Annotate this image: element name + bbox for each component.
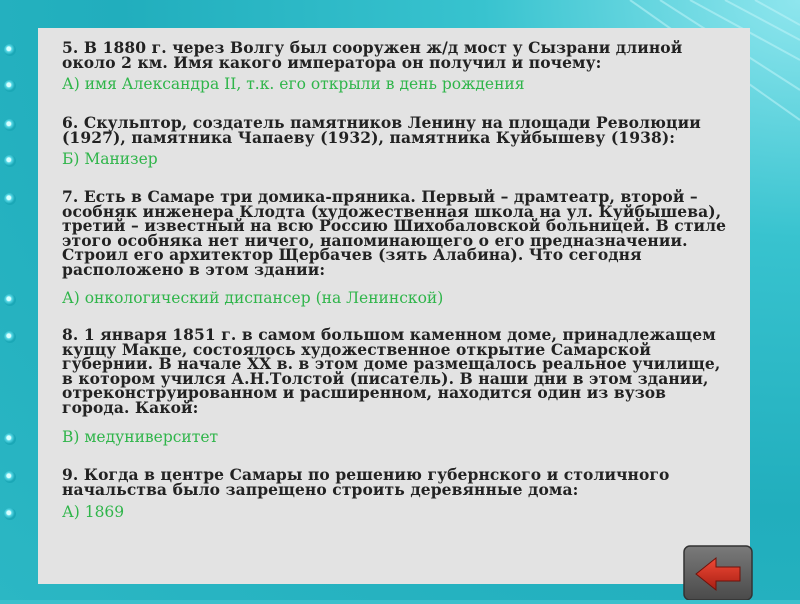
bullet-icon: [4, 294, 16, 306]
question-text: 8. 1 января 1851 г. в самом большом каменном доме, принадлежащем купцу Макпе, состоялось художественное открытие Самарской губернии. В начале XX в. в этом доме размещалось реальное училище, в котором учился А.Н.Толстой (писатель). В наши дни в этом здании, отреконструированном и расширенном, находится один из вузов города. Какой:: [62, 325, 721, 417]
back-arrow-icon: [682, 544, 754, 600]
bullet-icon: [4, 193, 16, 205]
question-text: 9. Когда в центре Самары по решению губернского и столичного начальства было запрещено строить деревянные дома:: [62, 465, 670, 499]
bullet-icon: [4, 80, 16, 92]
bullet-icon: [4, 433, 16, 445]
bullet-icon: [4, 155, 16, 167]
question-text: 5. В 1880 г. через Волгу был сооружен ж/д мост у Сызрани длиной около 2 км. Имя какого императора он получил и почему:: [62, 38, 683, 72]
answer-text: В) медуниверситет: [62, 428, 219, 446]
question-text: 7. Есть в Самаре три домика-пряника. Первый – драмтеатр, второй – особняк инженера Клодта (художественная школа на ул. Куйбышева), третий – известный на всю Россию Шихобаловской больницей. В стиле этого особняка нет ничего, напоминающего о его предназначении. Строил его архитектор Щербачев (зять Алабина). Что сегодня расположено в этом здании:: [62, 187, 727, 279]
question-text: 6. Скульптор, создатель памятников Ленину на площади Революции (1927), памятника Чапаеву (1932), памятника Куйбышеву (1938):: [62, 113, 701, 147]
bullet-icon: [4, 44, 16, 56]
bullet-icon: [4, 471, 16, 483]
answer-text: Б) Манизер: [62, 150, 158, 168]
content-panel: [38, 28, 750, 584]
answer-text: А) 1869: [62, 503, 125, 521]
bullet-icon: [4, 119, 16, 131]
bullet-icon: [4, 508, 16, 520]
answer-text: А) онкологический диспансер (на Ленинской): [62, 289, 444, 307]
bullet-icon: [4, 331, 16, 343]
back-button[interactable]: [682, 544, 754, 600]
answer-text: А) имя Александра II, т.к. его открыли в день рождения: [62, 75, 525, 93]
